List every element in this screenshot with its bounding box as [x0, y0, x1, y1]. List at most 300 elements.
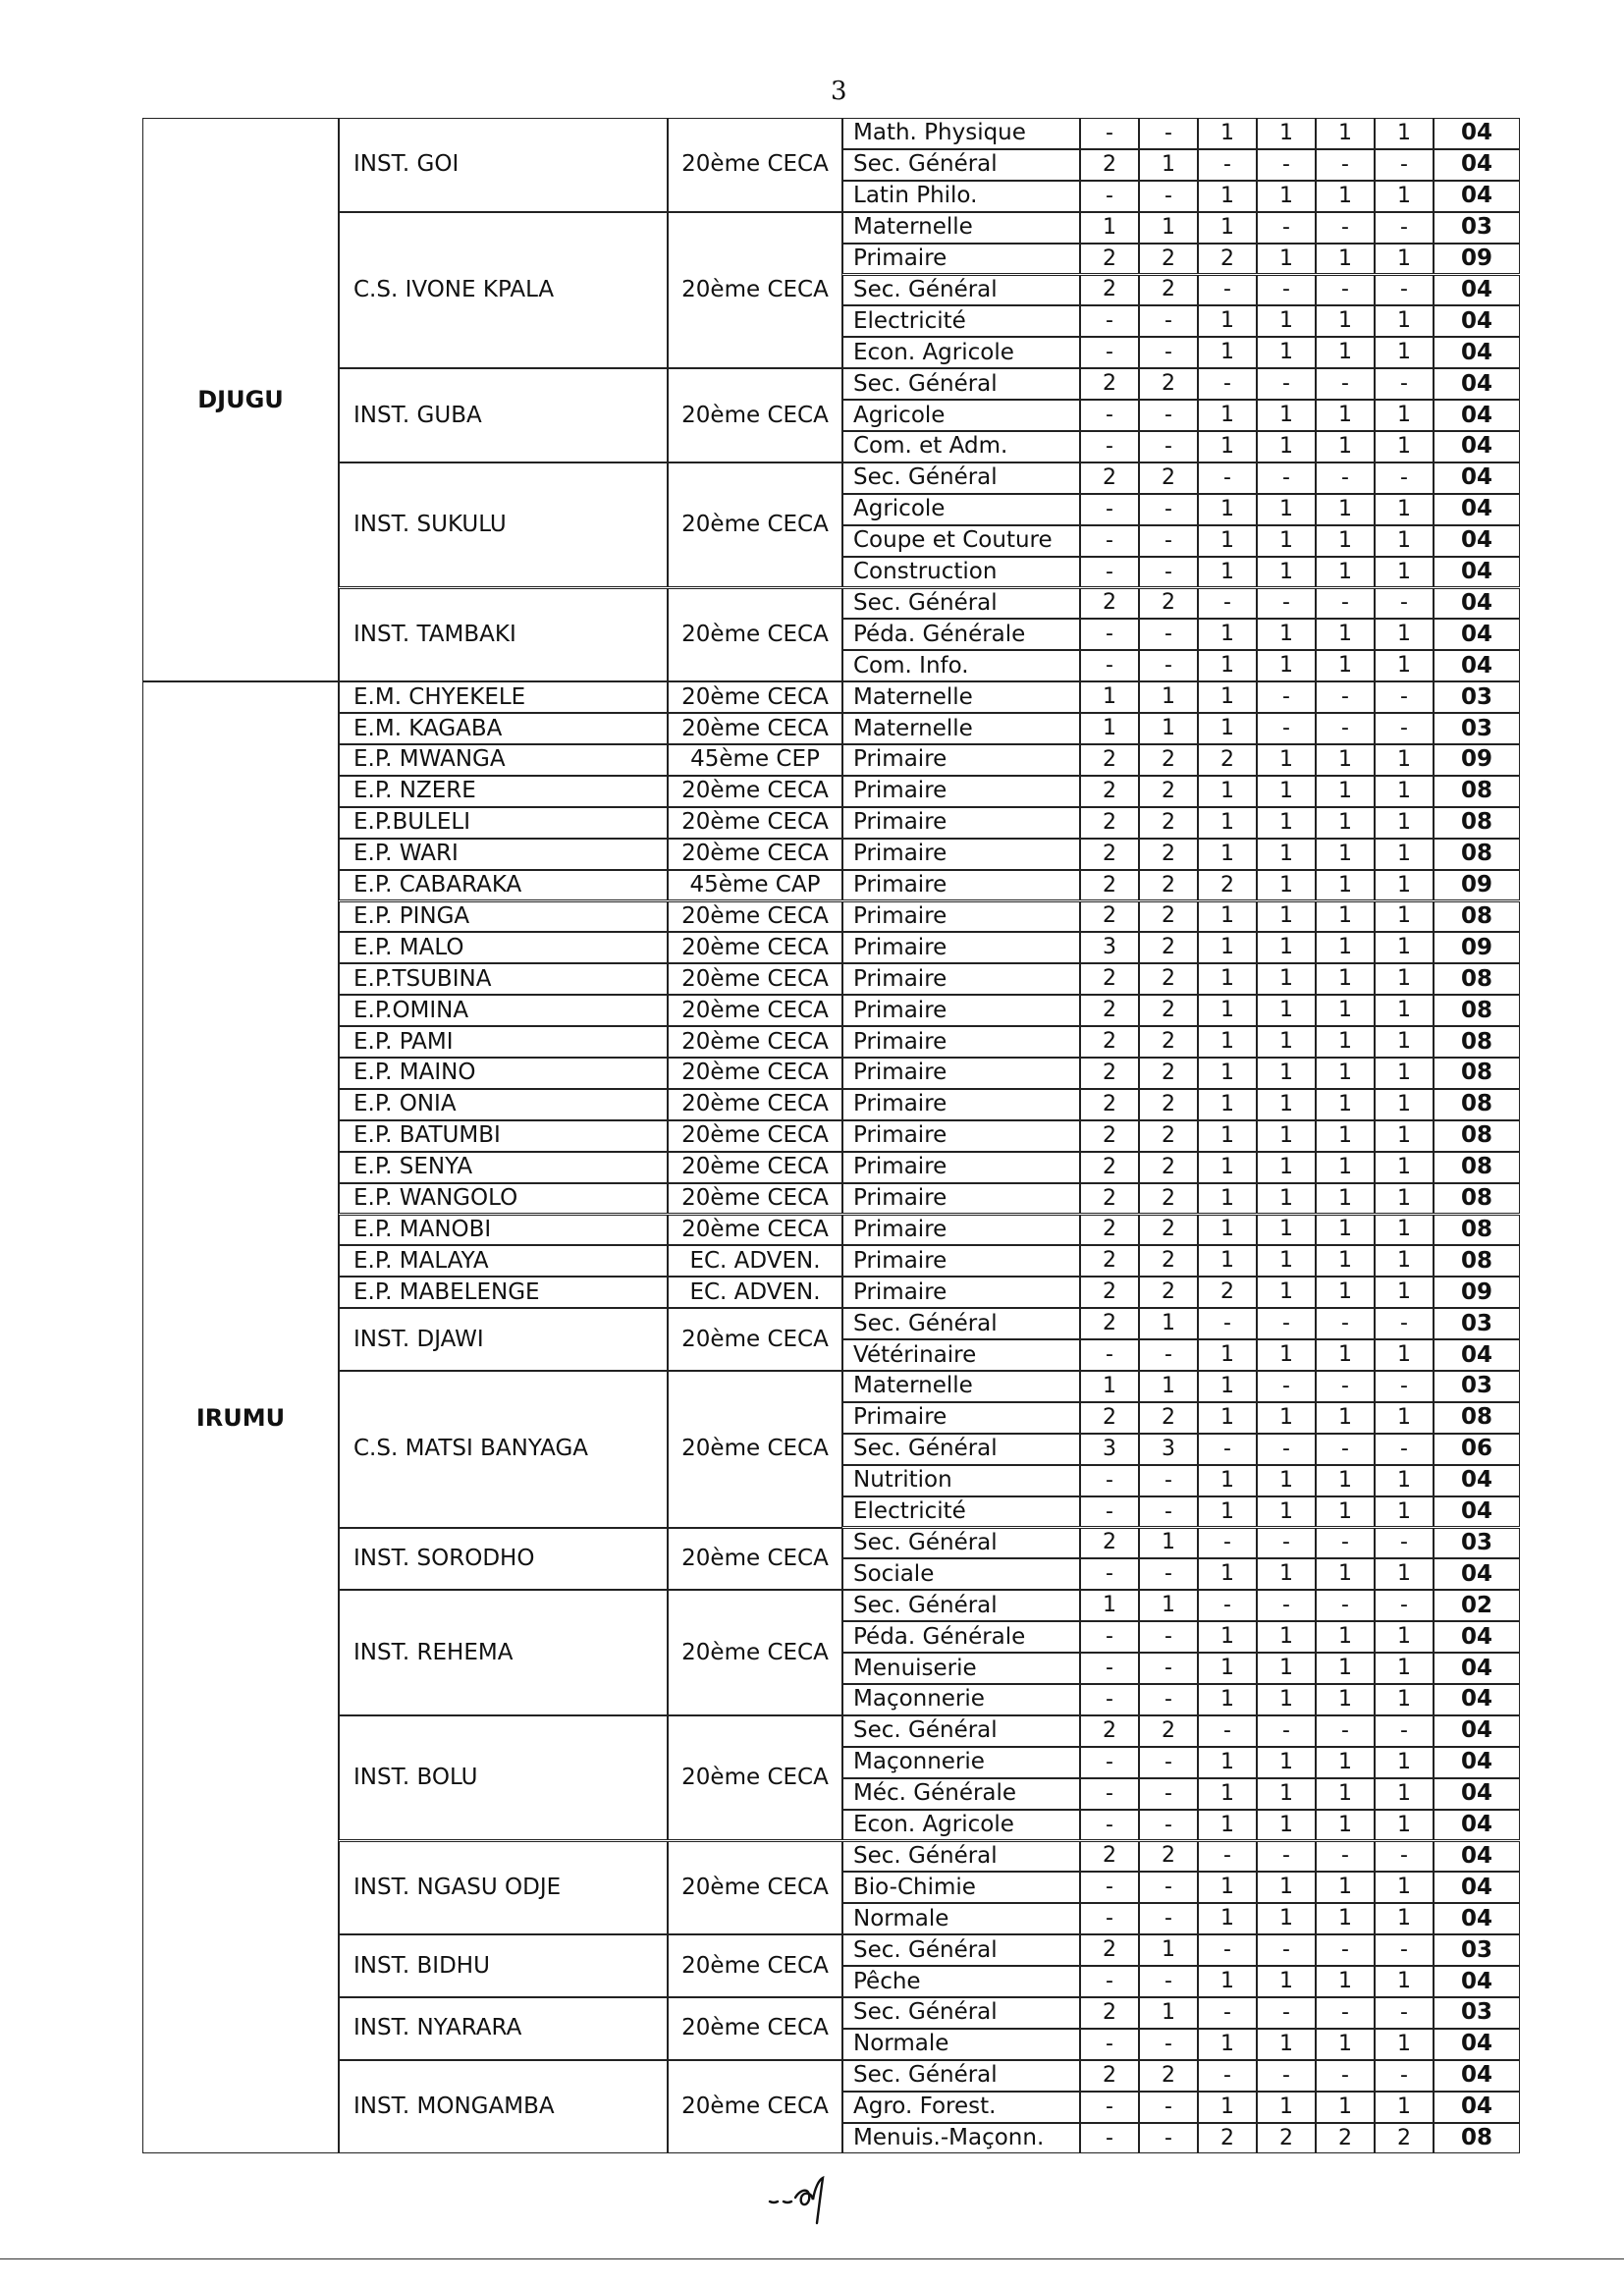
filiere-cell: Sec. Général: [842, 1934, 1080, 1966]
count-cell: 1: [1316, 807, 1375, 839]
count-cell: 1: [1316, 118, 1375, 149]
count-cell: -: [1375, 1528, 1434, 1559]
count-cell: 2: [1080, 1402, 1139, 1434]
total-cell: 08: [1434, 1245, 1520, 1277]
total-cell: 08: [1434, 1058, 1520, 1089]
count-cell: 2: [1139, 963, 1198, 995]
regime-cell: 20ème CECA: [668, 1371, 842, 1528]
count-cell: 2: [1139, 1215, 1198, 1246]
filiere-cell: Primaire: [842, 870, 1080, 901]
filiere-cell: Coupe et Couture: [842, 525, 1080, 557]
school-name-cell: E.P. MALAYA: [339, 1245, 668, 1277]
total-cell: 08: [1434, 1089, 1520, 1120]
filiere-cell: Sec. Général: [842, 1528, 1080, 1559]
regime-cell: 20ème CECA: [668, 1215, 842, 1246]
total-cell: 04: [1434, 275, 1520, 306]
filiere-cell: Maternelle: [842, 713, 1080, 744]
count-cell: -: [1198, 2060, 1257, 2092]
filiere-cell: Maternelle: [842, 681, 1080, 713]
count-cell: 1: [1257, 995, 1316, 1026]
count-cell: 1: [1316, 1496, 1375, 1528]
count-cell: 1: [1198, 400, 1257, 431]
total-cell: 03: [1434, 1371, 1520, 1402]
count-cell: 1: [1375, 1215, 1434, 1246]
count-cell: 1: [1375, 181, 1434, 212]
regime-cell: 20ème CECA: [668, 462, 842, 588]
filiere-cell: Sec. Général: [842, 462, 1080, 494]
count-cell: 1: [1257, 776, 1316, 807]
count-cell: 1: [1316, 244, 1375, 275]
count-cell: 1: [1316, 901, 1375, 933]
count-cell: 1: [1198, 839, 1257, 870]
school-name-cell: INST. NGASU ODJE: [339, 1841, 668, 1935]
total-cell: 04: [1434, 494, 1520, 525]
count-cell: 2: [1080, 744, 1139, 776]
count-cell: 1: [1375, 1058, 1434, 1089]
count-cell: -: [1139, 1465, 1198, 1496]
count-cell: -: [1257, 212, 1316, 244]
count-cell: -: [1080, 2123, 1139, 2154]
filiere-cell: Latin Philo.: [842, 181, 1080, 212]
filiere-cell: Bio-Chimie: [842, 1872, 1080, 1903]
count-cell: 1: [1316, 1778, 1375, 1810]
count-cell: 1: [1316, 839, 1375, 870]
count-cell: 1: [1375, 557, 1434, 588]
count-cell: 1: [1375, 1872, 1434, 1903]
total-cell: 04: [1434, 368, 1520, 400]
count-cell: 2: [1198, 1277, 1257, 1308]
count-cell: -: [1316, 1590, 1375, 1621]
count-cell: 2: [1080, 1120, 1139, 1152]
school-name-cell: INST. SORODHO: [339, 1528, 668, 1591]
count-cell: 1: [1257, 1653, 1316, 1684]
count-cell: 1: [1257, 619, 1316, 650]
school-name-cell: E.M. CHYEKELE: [339, 681, 668, 713]
count-cell: -: [1139, 619, 1198, 650]
count-cell: -: [1139, 1966, 1198, 1997]
filiere-cell: Construction: [842, 557, 1080, 588]
count-cell: 1: [1198, 1966, 1257, 1997]
school-name-cell: E.P. BATUMBI: [339, 1120, 668, 1152]
filiere-cell: Nutrition: [842, 1465, 1080, 1496]
count-cell: -: [1316, 1371, 1375, 1402]
count-cell: -: [1139, 494, 1198, 525]
count-cell: 1: [1139, 1528, 1198, 1559]
total-cell: 04: [1434, 431, 1520, 462]
count-cell: 2: [1080, 149, 1139, 181]
count-cell: 1: [1257, 1966, 1316, 1997]
count-cell: -: [1198, 1308, 1257, 1339]
count-cell: 1: [1198, 212, 1257, 244]
count-cell: 1: [1198, 431, 1257, 462]
school-name-cell: E.P.BULELI: [339, 807, 668, 839]
count-cell: -: [1375, 462, 1434, 494]
count-cell: 1: [1257, 1465, 1316, 1496]
count-cell: 2: [1080, 995, 1139, 1026]
count-cell: 1: [1375, 650, 1434, 681]
count-cell: 1: [1375, 1402, 1434, 1434]
count-cell: 1: [1316, 1152, 1375, 1183]
count-cell: 2: [1139, 1841, 1198, 1873]
count-cell: 1: [1375, 776, 1434, 807]
count-cell: -: [1257, 2060, 1316, 2092]
count-cell: 1: [1316, 1653, 1375, 1684]
count-cell: 1: [1198, 619, 1257, 650]
count-cell: 2: [1139, 2060, 1198, 2092]
count-cell: 1: [1316, 1026, 1375, 1058]
count-cell: -: [1080, 619, 1139, 650]
count-cell: 1: [1316, 650, 1375, 681]
count-cell: 1: [1257, 431, 1316, 462]
count-cell: 1: [1316, 1684, 1375, 1715]
filiere-cell: Sec. Général: [842, 1841, 1080, 1873]
count-cell: 1: [1316, 1402, 1375, 1434]
filiere-cell: Primaire: [842, 1058, 1080, 1089]
count-cell: -: [1316, 275, 1375, 306]
count-cell: -: [1375, 1841, 1434, 1873]
count-cell: 1: [1316, 1558, 1375, 1590]
count-cell: 1: [1198, 1245, 1257, 1277]
count-cell: 1: [1375, 2092, 1434, 2123]
count-cell: -: [1080, 1966, 1139, 1997]
count-cell: 2: [1139, 870, 1198, 901]
count-cell: -: [1139, 431, 1198, 462]
count-cell: 1: [1257, 963, 1316, 995]
count-cell: -: [1080, 1872, 1139, 1903]
school-name-cell: INST. MONGAMBA: [339, 2060, 668, 2154]
count-cell: 1: [1316, 1089, 1375, 1120]
regime-cell: EC. ADVEN.: [668, 1277, 842, 1308]
filiere-cell: Sec. Général: [842, 1308, 1080, 1339]
filiere-cell: Sec. Général: [842, 1997, 1080, 2029]
filiere-cell: Primaire: [842, 1245, 1080, 1277]
count-cell: 2: [1080, 368, 1139, 400]
count-cell: 3: [1139, 1434, 1198, 1465]
filiere-cell: Sociale: [842, 1558, 1080, 1590]
count-cell: 1: [1257, 1339, 1316, 1371]
regime-cell: 20ème CECA: [668, 1997, 842, 2060]
filiere-cell: Menuiserie: [842, 1653, 1080, 1684]
count-cell: 2: [1080, 1089, 1139, 1120]
total-cell: 04: [1434, 2060, 1520, 2092]
count-cell: 2: [1080, 1528, 1139, 1559]
total-cell: 08: [1434, 1402, 1520, 1434]
filiere-cell: Agricole: [842, 400, 1080, 431]
count-cell: 2: [1080, 963, 1139, 995]
count-cell: -: [1316, 212, 1375, 244]
count-cell: 1: [1257, 118, 1316, 149]
count-cell: -: [1080, 494, 1139, 525]
count-cell: -: [1375, 681, 1434, 713]
filiere-cell: Primaire: [842, 1402, 1080, 1434]
count-cell: -: [1375, 1434, 1434, 1465]
regime-cell: 45ème CEP: [668, 744, 842, 776]
count-cell: 1: [1316, 1465, 1375, 1496]
count-cell: 1: [1375, 619, 1434, 650]
filiere-cell: Econ. Agricole: [842, 1810, 1080, 1841]
total-cell: 04: [1434, 1715, 1520, 1747]
count-cell: -: [1080, 1653, 1139, 1684]
count-cell: -: [1375, 275, 1434, 306]
count-cell: 1: [1198, 901, 1257, 933]
count-cell: 1: [1257, 1810, 1316, 1841]
count-cell: 1: [1316, 1339, 1375, 1371]
count-cell: 1: [1375, 870, 1434, 901]
filiere-cell: Primaire: [842, 1026, 1080, 1058]
count-cell: -: [1139, 1621, 1198, 1653]
regime-cell: 20ème CECA: [668, 1058, 842, 1089]
count-cell: 2: [1139, 1245, 1198, 1277]
filiere-cell: Com. Info.: [842, 650, 1080, 681]
count-cell: -: [1375, 1371, 1434, 1402]
count-cell: 1: [1316, 1966, 1375, 1997]
count-cell: -: [1257, 1934, 1316, 1966]
count-cell: -: [1139, 650, 1198, 681]
count-cell: 1: [1257, 1778, 1316, 1810]
count-cell: -: [1316, 681, 1375, 713]
count-cell: -: [1316, 1934, 1375, 1966]
total-cell: 04: [1434, 337, 1520, 368]
count-cell: 1: [1375, 807, 1434, 839]
regime-cell: 20ème CECA: [668, 807, 842, 839]
count-cell: 2: [1139, 1715, 1198, 1747]
count-cell: -: [1139, 1339, 1198, 1371]
filiere-cell: Com. et Adm.: [842, 431, 1080, 462]
total-cell: 03: [1434, 1997, 1520, 2029]
school-name-cell: C.S. MATSI BANYAGA: [339, 1371, 668, 1528]
count-cell: 1: [1198, 1465, 1257, 1496]
count-cell: 1: [1257, 1152, 1316, 1183]
total-cell: 04: [1434, 1747, 1520, 1778]
count-cell: 1: [1375, 1152, 1434, 1183]
count-cell: 1: [1316, 619, 1375, 650]
school-name-cell: E.P. MWANGA: [339, 744, 668, 776]
filiere-cell: Agricole: [842, 494, 1080, 525]
school-name-cell: E.P. MANOBI: [339, 1215, 668, 1246]
count-cell: 1: [1375, 1496, 1434, 1528]
count-cell: 1: [1139, 212, 1198, 244]
count-cell: 1: [1375, 431, 1434, 462]
count-cell: 2: [1080, 275, 1139, 306]
school-name-cell: INST. GOI: [339, 118, 668, 212]
count-cell: 1: [1375, 839, 1434, 870]
count-cell: -: [1080, 1339, 1139, 1371]
count-cell: 1: [1316, 932, 1375, 963]
count-cell: -: [1080, 305, 1139, 337]
filiere-cell: Maternelle: [842, 212, 1080, 244]
count-cell: -: [1257, 588, 1316, 620]
regime-cell: 20ème CECA: [668, 1715, 842, 1841]
count-cell: 1: [1316, 1120, 1375, 1152]
count-cell: 2: [1198, 870, 1257, 901]
count-cell: 1: [1257, 337, 1316, 368]
count-cell: 1: [1316, 776, 1375, 807]
count-cell: 1: [1257, 1402, 1316, 1434]
count-cell: 1: [1375, 1684, 1434, 1715]
count-cell: 1: [1198, 1747, 1257, 1778]
filiere-cell: Vétérinaire: [842, 1339, 1080, 1371]
count-cell: -: [1257, 1590, 1316, 1621]
count-cell: -: [1198, 462, 1257, 494]
count-cell: -: [1257, 1841, 1316, 1873]
count-cell: 1: [1257, 1621, 1316, 1653]
regime-cell: 20ème CECA: [668, 681, 842, 713]
count-cell: -: [1080, 431, 1139, 462]
total-cell: 04: [1434, 1966, 1520, 1997]
count-cell: 2: [1080, 588, 1139, 620]
count-cell: 1: [1316, 1245, 1375, 1277]
filiere-cell: Sec. Général: [842, 275, 1080, 306]
filiere-cell: Sec. Général: [842, 1590, 1080, 1621]
total-cell: 04: [1434, 305, 1520, 337]
count-cell: 1: [1375, 1089, 1434, 1120]
count-cell: 1: [1198, 1621, 1257, 1653]
filiere-cell: Normale: [842, 2029, 1080, 2060]
count-cell: 1: [1198, 1371, 1257, 1402]
count-cell: 1: [1375, 494, 1434, 525]
count-cell: 1: [1375, 1465, 1434, 1496]
total-cell: 08: [1434, 1152, 1520, 1183]
count-cell: 1: [1257, 1747, 1316, 1778]
regime-cell: 20ème CECA: [668, 1089, 842, 1120]
count-cell: 1: [1198, 1496, 1257, 1528]
count-cell: 2: [1080, 1215, 1139, 1246]
count-cell: -: [1257, 681, 1316, 713]
count-cell: 1: [1316, 1872, 1375, 1903]
count-cell: 1: [1257, 181, 1316, 212]
filiere-cell: Sec. Général: [842, 1434, 1080, 1465]
count-cell: 2: [1080, 870, 1139, 901]
count-cell: -: [1080, 1684, 1139, 1715]
count-cell: 1: [1316, 305, 1375, 337]
total-cell: 04: [1434, 619, 1520, 650]
count-cell: 1: [1257, 650, 1316, 681]
count-cell: 1: [1257, 1183, 1316, 1215]
count-cell: 1: [1316, 1810, 1375, 1841]
count-cell: 1: [1375, 1339, 1434, 1371]
count-cell: -: [1316, 462, 1375, 494]
total-cell: 04: [1434, 118, 1520, 149]
count-cell: 2: [1139, 1402, 1198, 1434]
count-cell: -: [1139, 400, 1198, 431]
count-cell: 1: [1375, 1245, 1434, 1277]
count-cell: 1: [1257, 1496, 1316, 1528]
count-cell: -: [1316, 149, 1375, 181]
count-cell: 3: [1080, 932, 1139, 963]
count-cell: -: [1198, 149, 1257, 181]
count-cell: 1: [1375, 963, 1434, 995]
total-cell: 08: [1434, 807, 1520, 839]
total-cell: 04: [1434, 2092, 1520, 2123]
filiere-cell: Econ. Agricole: [842, 337, 1080, 368]
filiere-cell: Electricité: [842, 305, 1080, 337]
count-cell: -: [1375, 1997, 1434, 2029]
count-cell: 1: [1375, 1747, 1434, 1778]
count-cell: -: [1375, 2060, 1434, 2092]
count-cell: 1: [1257, 901, 1316, 933]
count-cell: 1: [1375, 1026, 1434, 1058]
count-cell: -: [1316, 1434, 1375, 1465]
count-cell: 1: [1198, 1058, 1257, 1089]
school-name-cell: INST. REHEMA: [339, 1590, 668, 1715]
count-cell: 1: [1257, 1089, 1316, 1120]
count-cell: 1: [1198, 1653, 1257, 1684]
count-cell: 1: [1375, 744, 1434, 776]
count-cell: 1: [1198, 2092, 1257, 2123]
count-cell: -: [1257, 713, 1316, 744]
count-cell: 1: [1198, 2029, 1257, 2060]
count-cell: 2: [1080, 462, 1139, 494]
filiere-cell: Primaire: [842, 1089, 1080, 1120]
count-cell: 2: [1080, 807, 1139, 839]
count-cell: -: [1316, 588, 1375, 620]
count-cell: 2: [1198, 744, 1257, 776]
count-cell: 2: [1375, 2123, 1434, 2154]
regime-cell: 45ème CAP: [668, 870, 842, 901]
count-cell: -: [1080, 1903, 1139, 1934]
count-cell: -: [1257, 1434, 1316, 1465]
count-cell: -: [1257, 368, 1316, 400]
count-cell: 1: [1257, 1245, 1316, 1277]
count-cell: 2: [1080, 776, 1139, 807]
count-cell: 2: [1198, 2123, 1257, 2154]
count-cell: -: [1198, 588, 1257, 620]
count-cell: 2: [1080, 1308, 1139, 1339]
count-cell: -: [1080, 1778, 1139, 1810]
count-cell: -: [1080, 181, 1139, 212]
count-cell: 1: [1198, 650, 1257, 681]
count-cell: -: [1257, 1715, 1316, 1747]
count-cell: 2: [1080, 839, 1139, 870]
count-cell: 1: [1198, 1026, 1257, 1058]
count-cell: 1: [1198, 181, 1257, 212]
count-cell: 1: [1316, 431, 1375, 462]
school-name-cell: E.P. ONIA: [339, 1089, 668, 1120]
school-name-cell: C.S. IVONE KPALA: [339, 212, 668, 369]
count-cell: 1: [1316, 494, 1375, 525]
count-cell: 1: [1375, 1810, 1434, 1841]
count-cell: 1: [1257, 1120, 1316, 1152]
total-cell: 04: [1434, 588, 1520, 620]
filiere-cell: Primaire: [842, 932, 1080, 963]
regime-cell: 20ème CECA: [668, 368, 842, 462]
count-cell: 1: [1198, 713, 1257, 744]
count-cell: -: [1316, 1528, 1375, 1559]
total-cell: 04: [1434, 1465, 1520, 1496]
filiere-cell: Sec. Général: [842, 2060, 1080, 2092]
regime-cell: 20ème CECA: [668, 995, 842, 1026]
total-cell: 04: [1434, 650, 1520, 681]
count-cell: 1: [1198, 681, 1257, 713]
count-cell: 2: [1080, 1183, 1139, 1215]
count-cell: 2: [1080, 1715, 1139, 1747]
filiere-cell: Maçonnerie: [842, 1684, 1080, 1715]
filiere-cell: Primaire: [842, 963, 1080, 995]
count-cell: -: [1139, 1653, 1198, 1684]
count-cell: -: [1080, 557, 1139, 588]
count-cell: -: [1375, 212, 1434, 244]
count-cell: 3: [1080, 1434, 1139, 1465]
count-cell: 2: [1080, 1277, 1139, 1308]
count-cell: -: [1080, 1558, 1139, 1590]
total-cell: 03: [1434, 212, 1520, 244]
count-cell: 1: [1139, 713, 1198, 744]
total-cell: 08: [1434, 839, 1520, 870]
count-cell: 2: [1139, 744, 1198, 776]
filiere-cell: Maternelle: [842, 1371, 1080, 1402]
school-name-cell: E.P.OMINA: [339, 995, 668, 1026]
count-cell: 2: [1139, 462, 1198, 494]
